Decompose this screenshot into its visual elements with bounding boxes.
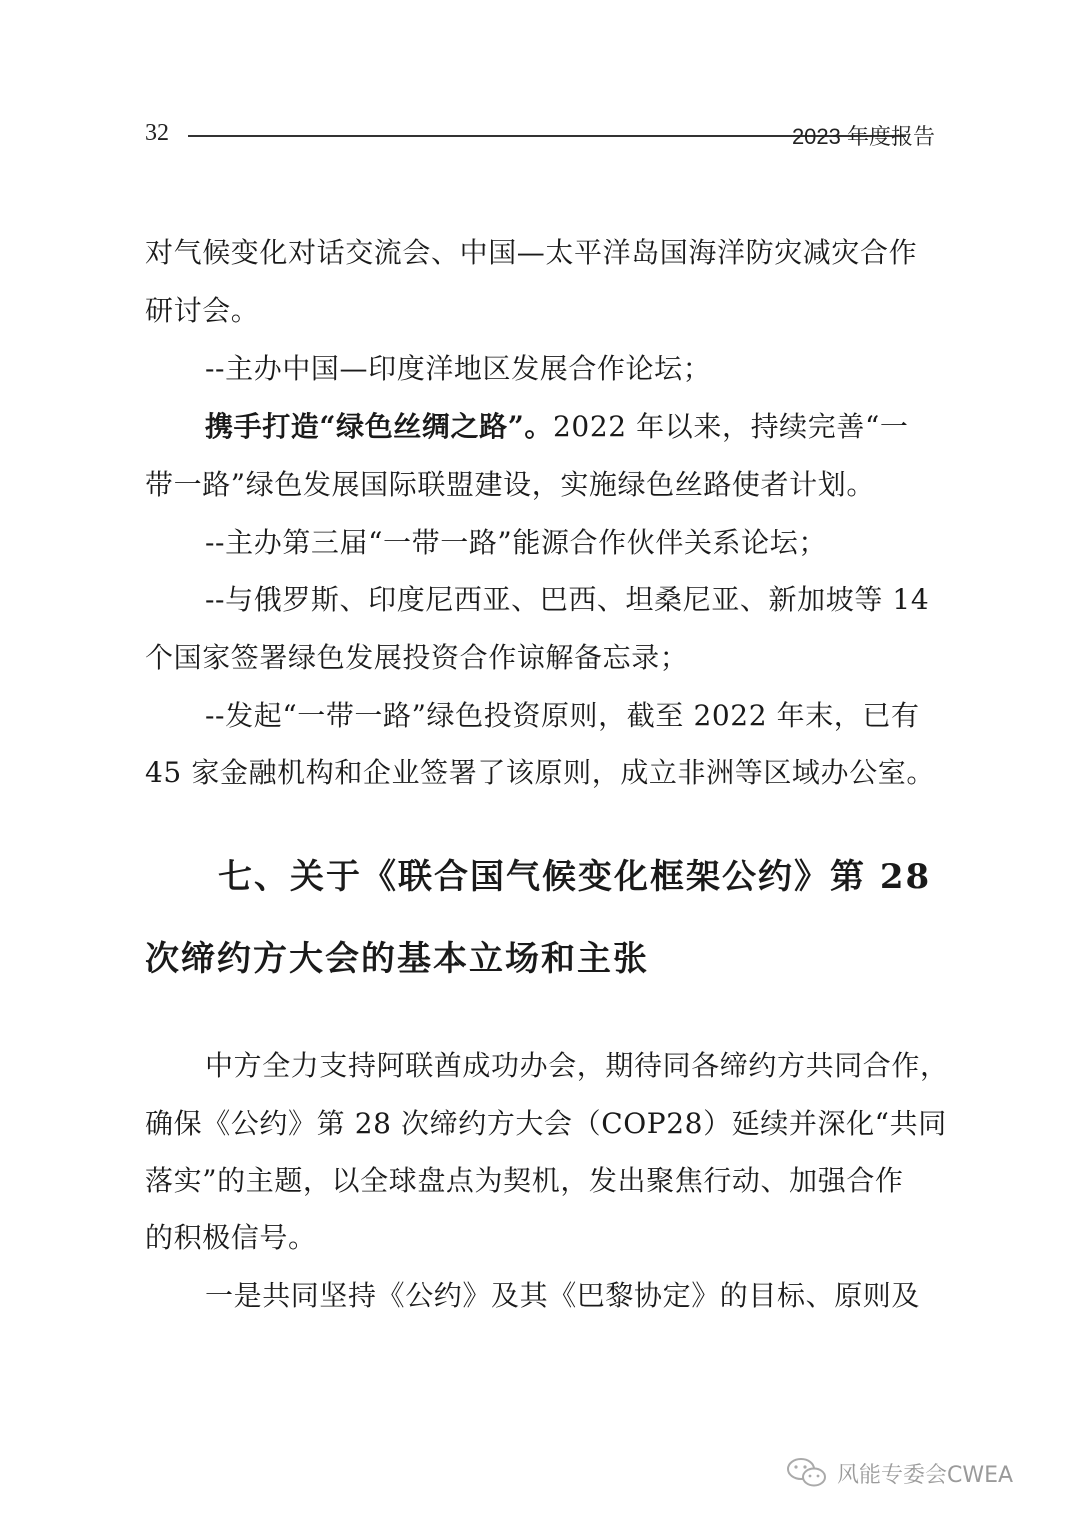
body-text-line: 研讨会。 [145,294,260,327]
body-text-line: 的积极信号。 [145,1221,317,1254]
body-text-line: 对气候变化对话交流会、中国—太平洋岛国海洋防灾减灾合作 [145,236,918,269]
body-text: 2022 年以来，持续完善“一 [553,410,909,443]
report-title: 2023 年度报告 [791,124,935,149]
watermark [785,1456,1013,1490]
body-text-line: 45 家金融机构和企业签署了该原则，成立非洲等区域办公室。 [145,756,935,789]
body-text-line: 确保《公约》第 28 次缔约方大会（COP28）延续并深化“共同 [145,1107,947,1140]
list-item: --主办中国—印度洋地区发展合作论坛； [205,352,712,385]
body-text-line: 个国家签署绿色发展投资合作谅解备忘录； [145,641,689,674]
list-item: --与俄罗斯、印度尼西亚、巴西、坦桑尼亚、新加坡等 14 [205,583,930,616]
list-item: --主办第三届“一带一路”能源合作伙伴关系论坛； [205,526,827,559]
wechat-icon [785,1456,831,1490]
bold-lead: 携手打造“绿色丝绸之路”。 [205,410,554,443]
section-heading: 次缔约方大会的基本立场和主张 [145,939,649,979]
page-number: 32 [145,120,169,146]
watermark-text: 风能专委会CWEA [837,1462,1014,1488]
body-text-line: 一是共同坚持《公约》及其《巴黎协定》的目标、原则及 [205,1279,921,1312]
body-text-line: 带一路”绿色发展国际联盟建设，实施绿色丝路使者计划。 [145,468,875,501]
body-text-line [205,407,935,447]
section-heading: 七、关于《联合国气候变化框架公约》第 28 [218,857,932,897]
body-text-line: 落实”的主题，以全球盘点为契机，发出聚焦行动、加强合作 [145,1164,904,1197]
list-item: --发起“一带一路”绿色投资原则，截至 2022 年末，已有 [205,699,920,732]
page-header [145,118,935,154]
body-text-line: 中方全力支持阿联酋成功办会，期待同各缔约方共同合作， [205,1049,949,1082]
